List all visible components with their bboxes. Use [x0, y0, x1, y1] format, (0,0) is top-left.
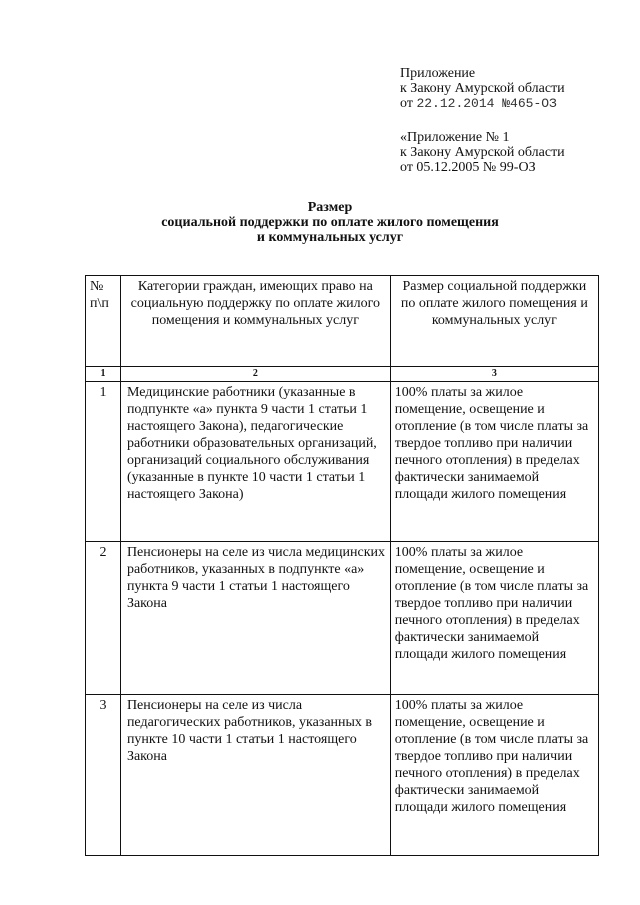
annex-date-prefix: от [400, 96, 413, 111]
annex-date-line [400, 96, 565, 111]
row-amount: 100% платы за жилое помещение, освещение и отопление (в том числе платы за твердое топливо при наличии печного отопления) в пределах фактически занимаемой площади жилого помещения [390, 695, 598, 856]
title-line-1: Размер [307, 200, 353, 215]
title-line-3: и коммунальных услуг [256, 230, 404, 245]
row-amount: 100% платы за жилое помещение, освещение и отопление (в том числе платы за твердое топливо при наличии печного отопления) в пределах фактически занимаемой площади жилого помещения [390, 382, 598, 542]
annex-law-ref: к Закону Амурской области [400, 81, 565, 96]
row-category: Пенсионеры на селе из числа педагогических работников, указанных в пункте 10 части 1 статьи 1 настоящего Закона [120, 695, 390, 856]
annex-header [400, 66, 565, 111]
table-row [86, 542, 599, 695]
row-amount: 100% платы за жилое помещение, освещение и отопление (в том числе платы за твердое топливо при наличии печного отопления) в пределах фактически занимаемой площади жилого помещения [390, 542, 598, 695]
annex-label: Приложение [400, 66, 476, 81]
annex1-date: от 05.12.2005 № 99-ОЗ [400, 160, 536, 175]
row-number: 1 [86, 382, 121, 542]
table-row [86, 382, 599, 542]
column-number-row [86, 367, 599, 382]
row-category: Пенсионеры на селе из числа медицинских работников, указанных в подпункте «а» пункта 9 части 1 статьи 1 настоящего Закона [120, 542, 390, 695]
annex1-law-ref: к Закону Амурской области [400, 145, 565, 160]
row-category: Медицинские работники (указанные в подпункте «а» пункта 9 части 1 статьи 1 настоящего Закона), педагогические работники образовательных организаций, организаций социального обслуживания (указанные в пункте 10 части 1 статьи 1 настоящего Закона) [120, 382, 390, 542]
column-number: 1 [86, 367, 121, 382]
annex1-original-header [400, 130, 565, 175]
column-number: 2 [120, 367, 390, 382]
document-title [120, 200, 540, 245]
title-line-2: социальной поддержки по оплате жилого помещения [161, 215, 499, 230]
column-number: 3 [390, 367, 598, 382]
annex1-label: «Приложение № 1 [400, 130, 510, 145]
header-number: № п\п [86, 276, 121, 367]
row-number: 3 [86, 695, 121, 856]
annex-date-stamp: 22.12.2014 №465-ОЗ [416, 96, 557, 111]
row-number: 2 [86, 542, 121, 695]
table-header-row [86, 276, 599, 367]
table-row [86, 695, 599, 856]
header-category: Категории граждан, имеющих право на социальную поддержку по оплате жилого помещения и коммунальных услуг [120, 276, 390, 367]
header-amount: Размер социальной поддержки по оплате жилого помещения и коммунальных услуг [390, 276, 598, 367]
support-table [85, 275, 599, 856]
